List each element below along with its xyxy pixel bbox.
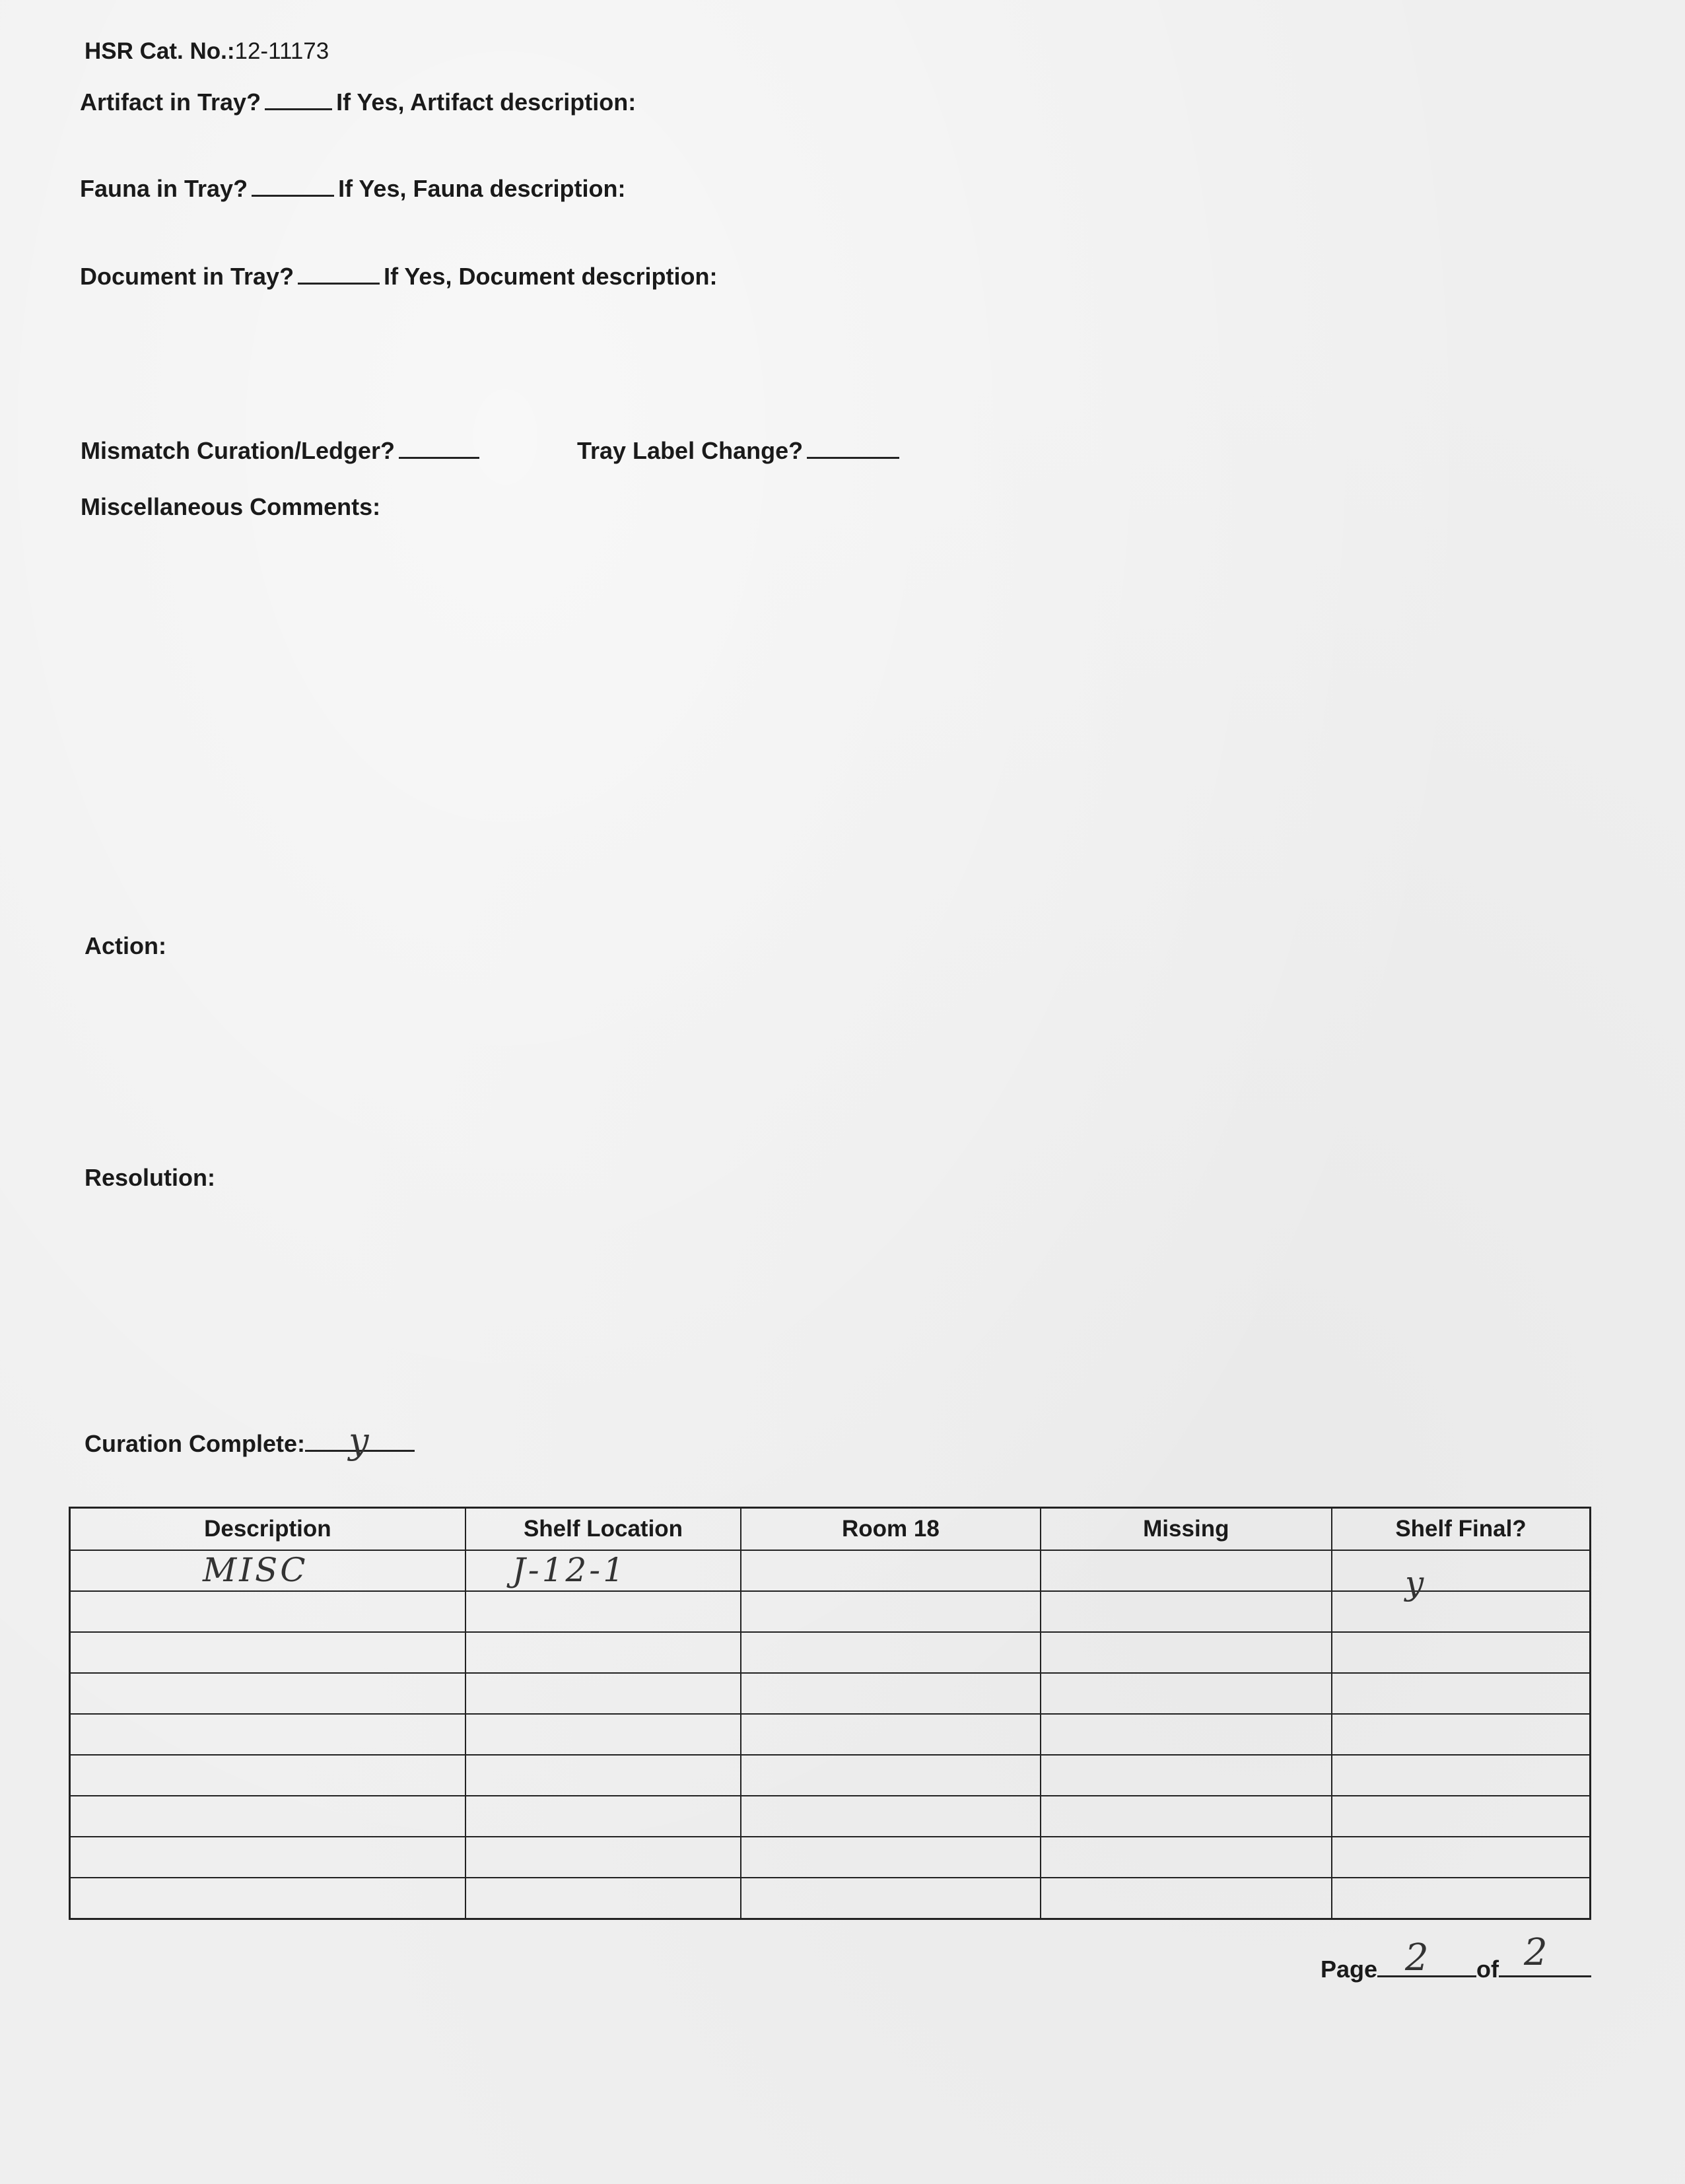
catalog-label: HSR Cat. No.: — [85, 38, 235, 64]
table-cell[interactable] — [70, 1878, 465, 1919]
table-cell[interactable] — [70, 1714, 465, 1755]
misc-comments-label: Miscellaneous Comments: — [81, 493, 381, 520]
table-cell[interactable] — [1332, 1796, 1590, 1837]
curation-table — [69, 1507, 1591, 1920]
artifact-answer-blank[interactable] — [265, 88, 332, 110]
tray-label-question: Tray Label Change? — [577, 437, 804, 464]
page-number-line — [1321, 1956, 1591, 1981]
document-answer-blank[interactable] — [298, 263, 380, 285]
table-row — [70, 1632, 1591, 1673]
table-cell[interactable] — [70, 1837, 465, 1878]
fauna-question: Fauna in Tray? — [80, 175, 248, 202]
table-cell[interactable] — [741, 1550, 1040, 1591]
table-cell[interactable] — [741, 1714, 1040, 1755]
page-number-value: 2 — [1405, 1936, 1431, 1979]
table-cell[interactable] — [1041, 1673, 1332, 1714]
table-cell[interactable] — [1332, 1837, 1590, 1878]
document-line — [80, 263, 718, 289]
table-cell[interactable] — [1332, 1632, 1590, 1673]
table-cell[interactable] — [465, 1796, 741, 1837]
table-cell[interactable] — [741, 1837, 1040, 1878]
description-value: MISC — [203, 1551, 308, 1589]
table-cell[interactable] — [1332, 1591, 1590, 1632]
table-cell[interactable] — [741, 1591, 1040, 1632]
column-header-room-18: Room 18 — [741, 1508, 1040, 1551]
catalog-number: 12-11173 — [234, 38, 329, 64]
resolution-label: Resolution: — [85, 1164, 215, 1191]
table-row — [70, 1714, 1591, 1755]
column-header-missing: Missing — [1041, 1508, 1332, 1551]
document-description-label: If Yes, Document description: — [384, 263, 718, 290]
table-row — [70, 1796, 1591, 1837]
page-label: Page — [1321, 1956, 1378, 1983]
table-row — [70, 1591, 1591, 1632]
table-cell[interactable] — [465, 1550, 741, 1591]
table-row — [70, 1837, 1591, 1878]
action-label: Action: — [85, 932, 166, 959]
catalog-number-line — [85, 40, 329, 63]
table-cell[interactable] — [741, 1632, 1040, 1673]
table-cell[interactable] — [1332, 1755, 1590, 1796]
page-total-value: 2 — [1524, 1931, 1550, 1974]
table-cell[interactable] — [741, 1673, 1040, 1714]
table-cell[interactable] — [1041, 1591, 1332, 1632]
table-cell[interactable] — [70, 1550, 465, 1591]
shelf-location-value: J-12-1 — [512, 1551, 627, 1589]
curation-complete-value: y — [349, 1420, 372, 1462]
table-cell[interactable] — [70, 1796, 465, 1837]
table-row — [70, 1755, 1591, 1796]
table-cell[interactable] — [1332, 1550, 1590, 1602]
tray-label-answer-blank[interactable] — [807, 437, 899, 459]
table-cell[interactable] — [1332, 1673, 1590, 1714]
artifact-description-label: If Yes, Artifact description: — [336, 88, 636, 116]
artifact-question: Artifact in Tray? — [80, 88, 261, 116]
table-cell[interactable] — [465, 1755, 741, 1796]
curation-complete-label: Curation Complete: — [85, 1430, 306, 1457]
table-cell[interactable] — [1041, 1550, 1332, 1591]
table-cell[interactable] — [1041, 1714, 1332, 1755]
table-cell[interactable] — [1332, 1878, 1590, 1919]
fauna-line — [80, 175, 626, 201]
table-cell[interactable] — [70, 1591, 465, 1632]
column-header-description: Description — [70, 1508, 465, 1551]
column-header-shelf-location: Shelf Location — [465, 1508, 741, 1551]
table-cell[interactable] — [741, 1755, 1040, 1796]
of-label: of — [1476, 1956, 1499, 1983]
document-question: Document in Tray? — [80, 263, 294, 290]
mismatch-line — [81, 437, 483, 463]
table-cell[interactable] — [465, 1632, 741, 1673]
table-cell[interactable] — [70, 1755, 465, 1796]
fauna-answer-blank[interactable] — [252, 175, 334, 197]
table-row — [70, 1878, 1591, 1919]
table-cell[interactable] — [741, 1796, 1040, 1837]
table-cell[interactable] — [465, 1673, 741, 1714]
mismatch-question: Mismatch Curation/Ledger? — [81, 437, 395, 464]
table-cell[interactable] — [1332, 1714, 1590, 1755]
table-cell[interactable] — [1041, 1632, 1332, 1673]
fauna-description-label: If Yes, Fauna description: — [338, 175, 626, 202]
artifact-line — [80, 88, 636, 114]
table-cell[interactable] — [1041, 1837, 1332, 1878]
table-header-row — [70, 1508, 1591, 1551]
table-cell[interactable] — [1041, 1755, 1332, 1796]
table-cell[interactable] — [465, 1837, 741, 1878]
table-row — [70, 1550, 1591, 1591]
table-cell[interactable] — [1041, 1796, 1332, 1837]
table-cell[interactable] — [70, 1673, 465, 1714]
mismatch-answer-blank[interactable] — [399, 437, 479, 459]
shelf-final-value: y — [1405, 1564, 1427, 1602]
table-row — [70, 1673, 1591, 1714]
table-cell[interactable] — [465, 1878, 741, 1919]
table-cell[interactable] — [465, 1714, 741, 1755]
table-cell[interactable] — [741, 1878, 1040, 1919]
table-cell[interactable] — [70, 1632, 465, 1673]
table-cell[interactable] — [1041, 1878, 1332, 1919]
table-cell[interactable] — [465, 1591, 741, 1632]
tray-label-line — [577, 437, 903, 463]
column-header-shelf-final: Shelf Final? — [1332, 1508, 1590, 1551]
